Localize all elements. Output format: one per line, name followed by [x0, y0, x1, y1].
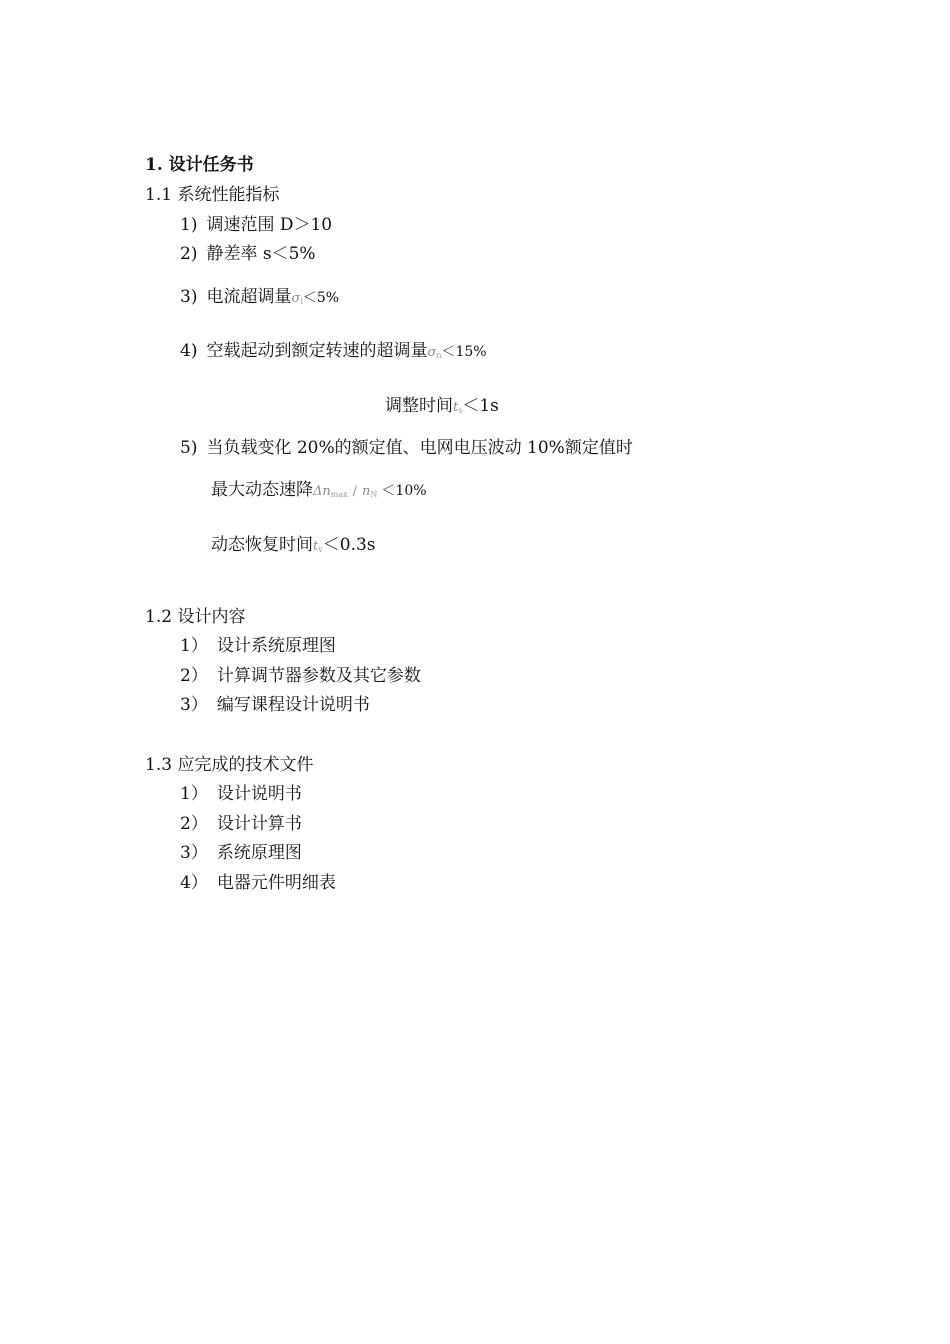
item-number: 1）	[180, 784, 208, 804]
math-subscript: max	[330, 490, 348, 499]
math-subscript: N	[370, 490, 378, 499]
list-subline	[211, 537, 376, 554]
list-item	[180, 816, 302, 833]
section-heading-1-3: 1.3 应完成的技术文件	[145, 755, 314, 775]
math-symbol: Δn	[313, 484, 331, 499]
item-text: 空载起动到额定转速的超调量	[206, 341, 428, 361]
centered-formula-line	[385, 398, 499, 415]
list-item	[180, 875, 336, 892]
item-value: ＜0.3s	[322, 535, 376, 555]
math-symbol: t	[313, 539, 319, 554]
item-number: 2)	[180, 244, 198, 264]
item-number: 1）	[180, 636, 208, 656]
list-item	[180, 638, 336, 655]
item-number: 3）	[180, 843, 208, 863]
item-text: 计算调节器参数及其它参数	[216, 666, 421, 686]
list-item	[180, 668, 421, 685]
item-number: 2）	[180, 666, 208, 686]
item-text: 调速范围 D＞10	[206, 215, 333, 235]
item-text: 动态恢复时间	[211, 535, 313, 555]
item-text: 设计系统原理图	[216, 636, 336, 656]
math-subscript: n	[436, 351, 442, 360]
list-item	[180, 217, 332, 234]
list-item	[180, 246, 316, 263]
list-item	[180, 343, 487, 360]
item-text: 调整时间	[385, 396, 453, 416]
item-number: 4)	[180, 341, 198, 361]
math-subscript: s	[458, 406, 463, 415]
item-text: 电流超调量	[206, 287, 292, 307]
item-number: 3)	[180, 287, 198, 307]
item-value: ＜1s	[462, 396, 499, 416]
list-item	[180, 845, 302, 862]
item-text: 系统原理图	[216, 843, 302, 863]
list-item	[180, 440, 633, 457]
math-subscript: v	[318, 545, 323, 554]
page-title: 1. 设计任务书	[145, 155, 254, 175]
item-text: 当负载变化 20%的额定值、电网电压波动 10%额定值时	[206, 438, 633, 458]
item-value: ＜5%	[302, 290, 340, 306]
item-number: 2）	[180, 814, 208, 834]
item-text: 设计说明书	[216, 784, 302, 804]
math-symbol: n	[362, 484, 371, 499]
section-heading-1-2: 1.2 设计内容	[145, 607, 246, 627]
math-slash: /	[352, 484, 358, 499]
list-item	[180, 289, 339, 306]
math-symbol: σ	[291, 291, 301, 306]
math-subscript: i	[300, 297, 303, 306]
item-text: 最大动态速降	[211, 480, 313, 500]
item-number: 1)	[180, 215, 198, 235]
item-text: 电器元件明细表	[216, 873, 336, 893]
list-item	[180, 697, 370, 714]
item-value: ＜15%	[441, 344, 487, 360]
math-symbol: σ	[427, 345, 437, 360]
item-text: 编写课程设计说明书	[216, 695, 370, 715]
item-value: ＜10%	[381, 483, 427, 499]
item-number: 4）	[180, 873, 208, 893]
section-heading-1-1: 1.1 系统性能指标	[145, 185, 280, 205]
item-text: 静差率 s＜5%	[206, 244, 316, 264]
list-subline	[211, 482, 427, 499]
item-text: 设计计算书	[216, 814, 302, 834]
math-symbol: t	[453, 400, 459, 415]
list-item	[180, 786, 302, 803]
item-number: 3）	[180, 695, 208, 715]
item-number: 5)	[180, 438, 198, 458]
